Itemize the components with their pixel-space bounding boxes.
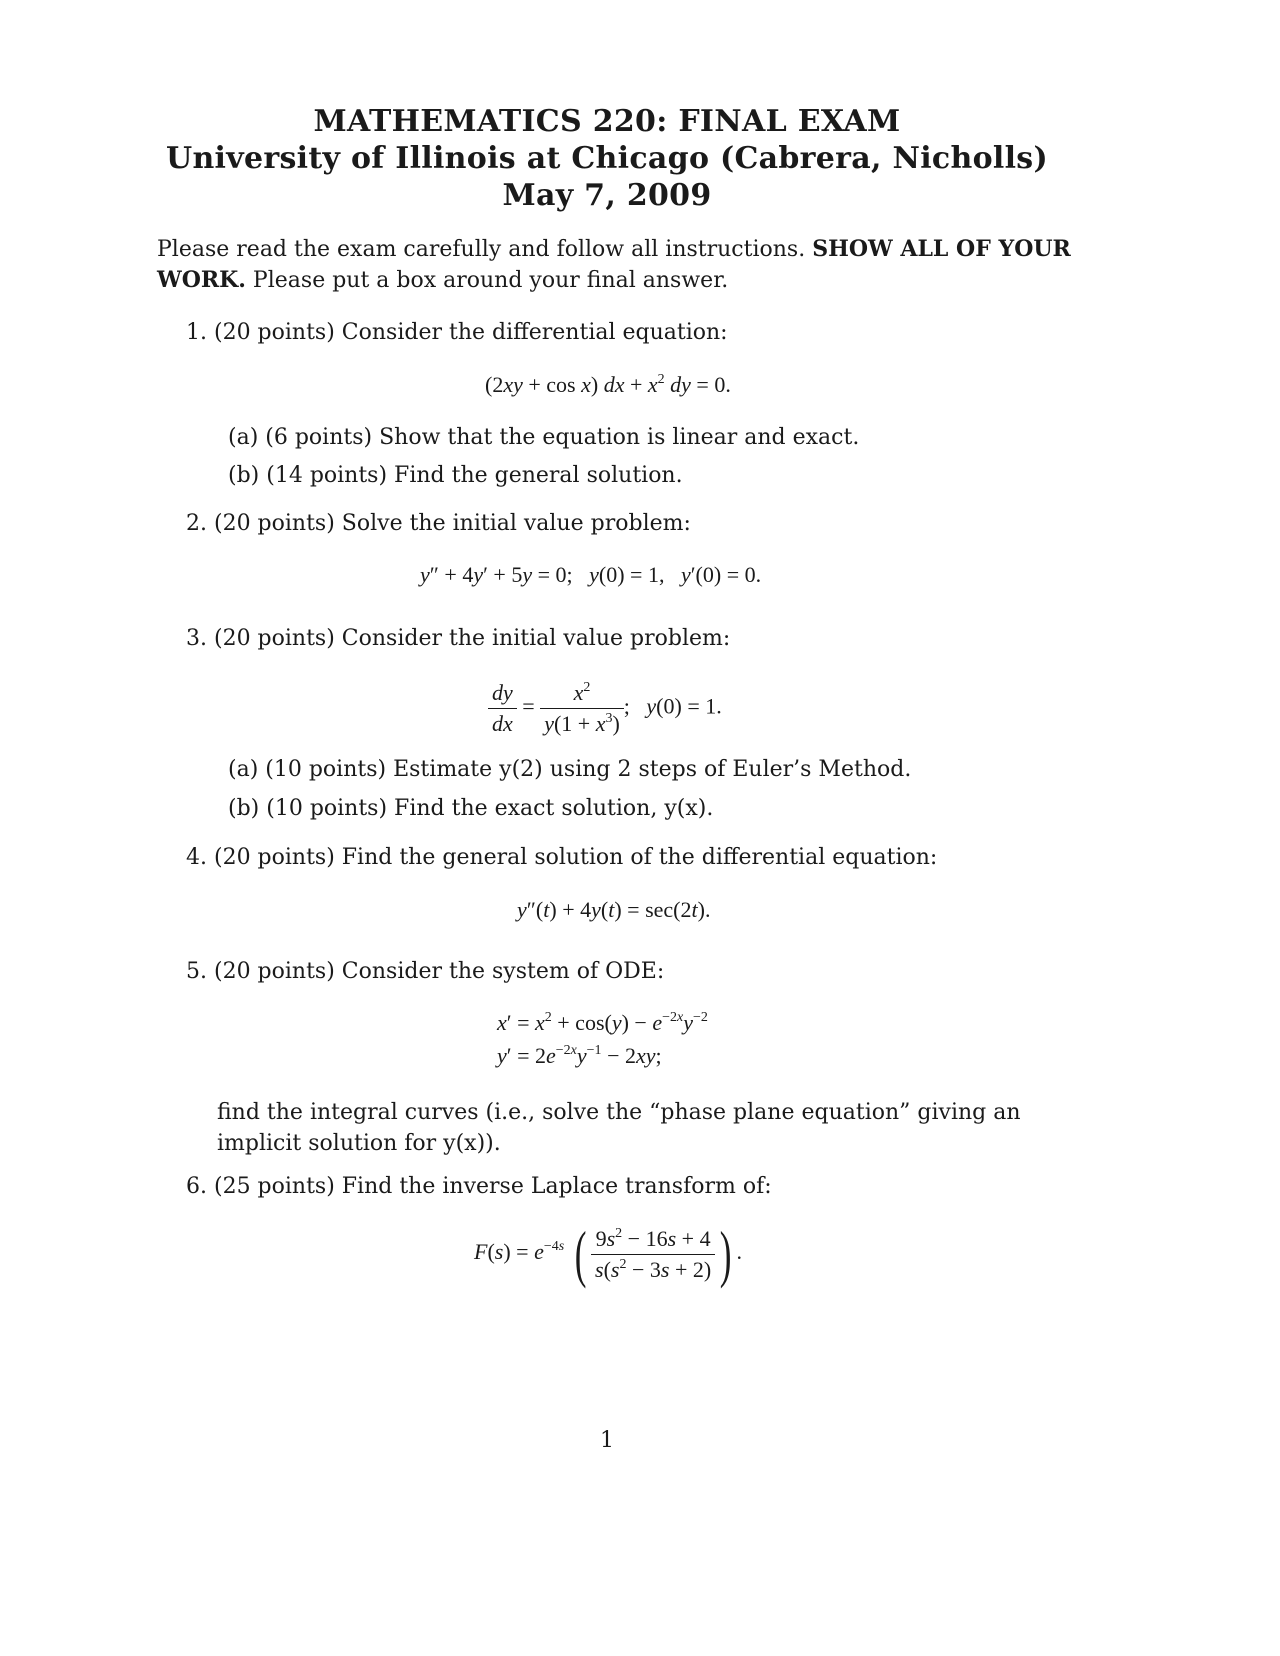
question-5-equation-y: $y' = 2e^{-2x}y^{-1} - 2xy$; <box>497 1043 662 1068</box>
question-5-text: 5. (20 points) Consider the system of ODE: <box>186 959 665 984</box>
question-4-equation: y″(t) + 4y(t) = sec(2t). <box>517 897 711 922</box>
instructions-outro: Please put a box around your final answer. <box>245 268 729 293</box>
laplace-fraction: $\frac{9s^2 - 16s + 4}{s(s^2 - 3s + 2)}$ <box>591 1224 715 1285</box>
right-paren: ) <box>719 1218 732 1289</box>
exam-date: May 7, 2009 <box>502 178 712 213</box>
page-number: 1 <box>600 1428 614 1453</box>
question-6-text: 6. (25 points) Find the inverse Laplace transform of: <box>186 1174 772 1199</box>
question-5-equation-x: $x' = x^2 + \cos(y) - e^{-2x}y^{-2}$ <box>497 1010 708 1035</box>
institution-line: University of Illinois at Chicago (Cabrera, Nicholls) <box>165 141 1048 176</box>
question-6-equation: $F(s) = e^{-4s}$ ( $\frac{9s^2 - 16s + 4}{s(s^2 - 3s + 2)}$ ) . <box>474 1218 742 1289</box>
question-5-note: find the integral curves (i.e., solve the “phase plane equation” giving an implicit solution for y(x)). <box>217 1100 1021 1156</box>
question-1b: (b) (14 points) Find the general solution. <box>228 463 683 488</box>
instructions-intro: Please read the exam carefully and follow all instructions. <box>157 237 813 262</box>
left-paren: ( <box>574 1218 587 1289</box>
question-3-equation: $\frac{dy}{dx}$ = $\frac{x^2}{y(1 + x^3)}$ ; y(0) = 1. <box>488 678 722 739</box>
question-1-equation: (2xy + cos x) dx + $x^2$ dy = 0. <box>485 372 731 397</box>
question-3b: (b) (10 points) Find the exact solution, y(x). <box>228 796 714 821</box>
dy-dx-fraction: $\frac{dy}{dx}$ <box>488 678 517 739</box>
question-2-text: 2. (20 points) Solve the initial value problem: <box>186 511 691 536</box>
question-1-text: 1. (20 points) Consider the differential equation: <box>186 320 728 345</box>
question-3-text: 3. (20 points) Consider the initial value problem: <box>186 626 731 651</box>
instructions-emphasis: SHOW ALL OF YOUR WORK. <box>157 236 1071 293</box>
question-2-equation: y″ + 4y′ + 5y = 0; y(0) = 1, y′(0) = 0. <box>420 562 762 587</box>
rhs-fraction: $\frac{x^2}{y(1 + x^3)}$ <box>540 678 624 739</box>
question-3a: (a) (10 points) Estimate y(2) using 2 steps of Euler’s Method. <box>228 757 912 782</box>
instructions <box>157 234 1077 296</box>
exam-title: MATHEMATICS 220: FINAL EXAM <box>313 104 901 139</box>
question-4-text: 4. (20 points) Find the general solution of the differential equation: <box>186 845 938 870</box>
question-1a: (a) (6 points) Show that the equation is linear and exact. <box>228 425 860 450</box>
